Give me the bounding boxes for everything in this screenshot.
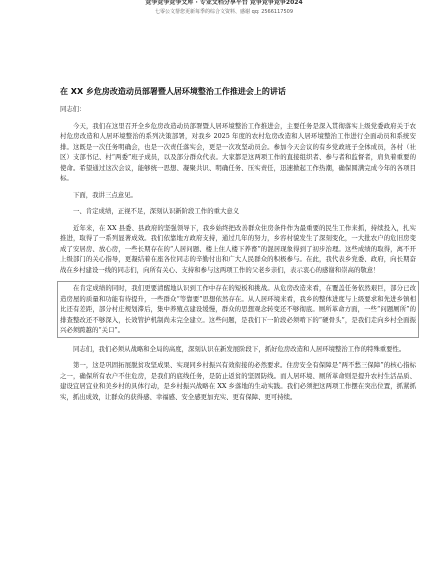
- section-heading: 一、肯定成绩，正视不足，深刻认识新阶段工作的重大意义: [73, 207, 240, 215]
- paragraph: 第一，这是巩固拓展脱贫攻坚成果、实现同乡村振兴有效衔接的必然要求。住房安全有保障是“两不愁三保障”的核心指标之一，确保所有农户不住危房，是我们的底线任务，是防止返贫的坚固防线。而人居环境、厕所革命则是提升农村生活品质、建设宜居宜业和美乡村的具体行动，是乡村振兴战略在 XX 乡落地的生动实践。我们必须把这两项工作摆在突出位置，抓紧抓实，抓出成效，让群众的获得感、幸福感、安全感更加充实、更有保障、更可持续。: [60, 361, 416, 401]
- header-banner: 竞争竞争竞争文库 · 专业文档分享平台 竞争竞争竞争2024: [145, 0, 303, 6]
- page-header: [0, 0, 448, 30]
- document-body: [60, 104, 416, 408]
- header-subtitle: 七零公文帮您更新每季的综合文资料、感谢 qq: 2566117509: [154, 9, 294, 15]
- document-title: 在 XX 乡危房改造动员部署暨人居环境整治工作推进会上的讲话: [60, 87, 286, 96]
- highlighted-block: [57, 281, 419, 338]
- paragraph: 在肯定成绩的同时，我们更要清醒地认识到工作中存在的短板和挑战。从危房改造来看，在覆盖任务依然艰巨，部分已改造房屋的质量和功能有待提升，一些群众“等靠要”思想依然存在。从人居环境来看，我乡的整体进度与上级要求和先进乡镇相比还有差距，部分村庄规划滞后，集中养殖点建设缓慢，群众的思想观念转变还不够彻底。厕所革命方面，一些“问题厕所”的排查整改还不够深入，长效管护机制尚未完全建立。这些问题，是我们下一阶段必须啃下的“硬骨头”，是我们走向乡村全面振兴必须跨越的“关口”。: [60, 284, 416, 334]
- paragraph: 近年来，在 XX 县委、县政府的坚强领导下，我乡始终把改善群众住房条件作为最重要的民生工作来抓，持续投入，扎实推进，取得了一系列显著成效。我们依靠地方政府支持，通过几年的努力，乡容村貌发生了深刻变化，一大批农户的危旧房变成了安居房、放心房，一些长期存在的“人居问题、楼上住人楼下养畜”的混居现象得到了初步治理。这些成绩的取得，离不开上级部门的关心指导，更凝结着在座各位同志的辛勤付出和广大人民群众的积极参与。在此，我代表乡党委、政府，向长期奋战在乡村建设一线的同志们，向所有关心、支持和参与这两项工作的父老乡亲们，表示衷心的感谢和崇高的敬意！: [60, 223, 416, 274]
- paragraph: 今天，我们在这里召开全乡危房改造动员部署暨人居环境整治工作推进会，主要任务是深入贯彻落实上级党委政府关于农村危房改造和人居环境整治的系列决策部署，对我乡 2025 年度的农村危房改造和人居环境整治工作进行全面动员和系统安排。这既是一次任务明确会，也是一次责任落实会，更是一次攻坚动员会。参加今天会议的有乡党政班子全体成员，各村（社区）支部书记、村“两委”班子成员，以及部分群众代表。大家都是这两项工作的直接组织者、参与者和监督者，肩负着重要的使命。希望通过这次会议，能够统一思想、凝聚共识、明确任务、压实责任，迅速掀起工作热潮，确保圆满完成今年的各项目标。: [60, 121, 416, 182]
- paragraph: 下面，我讲三点意见。: [73, 190, 137, 199]
- paragraph: 同志们，我们必须从战略和全局的高度，深刻认识在新发展阶段下，抓好危房改造和人居环境整治工作的特殊重要性。: [73, 344, 406, 353]
- salutation: 同志们：: [60, 105, 86, 113]
